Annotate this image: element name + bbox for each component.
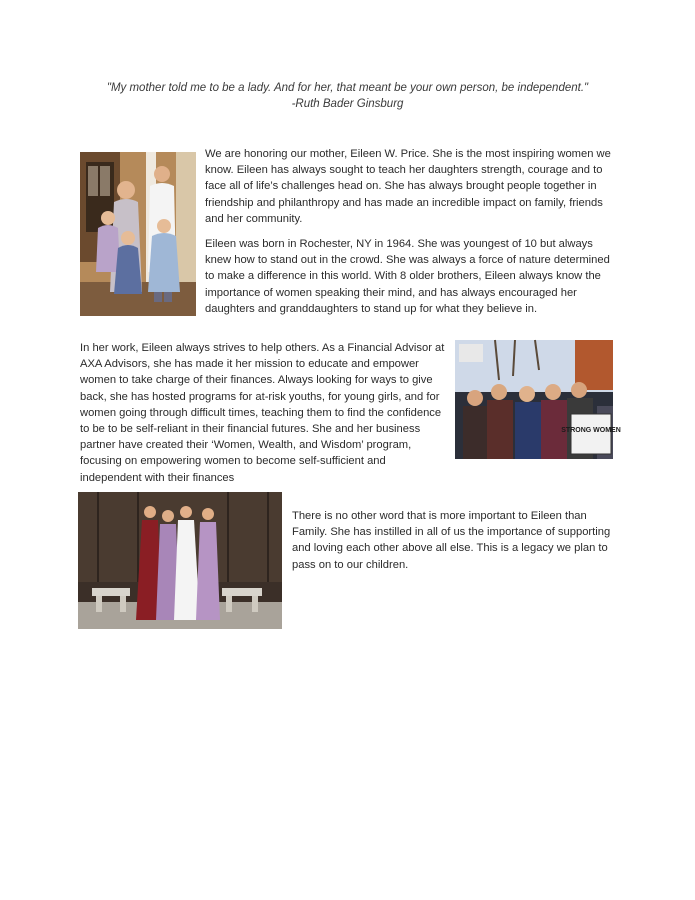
quote-attribution: -Ruth Bader Ginsburg — [291, 98, 404, 110]
photo-family-women — [78, 492, 282, 629]
paragraph-family: There is no other word that is more important to Eileen than Family. She has instilled in all of us the importance of supporting and loving each other above all else. This is a legacy we plan to pass on to our children. — [292, 510, 611, 571]
rally-sign-text: STRONG WOMEN — [561, 427, 621, 434]
epigraph-quote — [60, 80, 635, 112]
paragraph-honoring: We are honoring our mother, Eileen W. Price. She is the most inspiring women we know. Eileen has always sought to teach her daughters strength, courage and to face all of life’s challenges head on. She has always brought people together in friendship and philanthropy and has made an incredible impact on family, friends and her community. — [205, 148, 611, 225]
rally-image — [455, 340, 621, 459]
porch-family-image — [80, 152, 196, 316]
photo-rally — [455, 340, 621, 459]
photo-porch-family — [80, 152, 196, 316]
paragraph-background: Eileen was born in Rochester, NY in 1964. She was youngest of 10 but always knew how to stand out in the crowd. She was always a force of nature determined to make a difference in this world. With 8 older brothers, Eileen always know the importance of women speaking their mind, and has always encouraged her daughters and granddaughters to stand up for what they believe in. — [205, 238, 610, 315]
family-women-image — [78, 492, 282, 629]
paragraph-work: In her work, Eileen always strives to help others. As a Financial Advisor at AXA Advisors, she has made it her mission to educate and empower women to take charge of their finances. Always looking for ways to give back, she has hosted programs for at-risk youths, for young girls, and for women going through difficult times, teaching them to find the confidence to be to be self-reliant in their financial futures. She and her business partner have created their ‘Women, Wealth, and Wisdom’ program, focusing on empowering women to become self-sufficient and independent with their finances — [80, 342, 445, 484]
quote-text: "My mother told me to be a lady. And for her, that meant be your own person, be independent." — [106, 82, 589, 94]
